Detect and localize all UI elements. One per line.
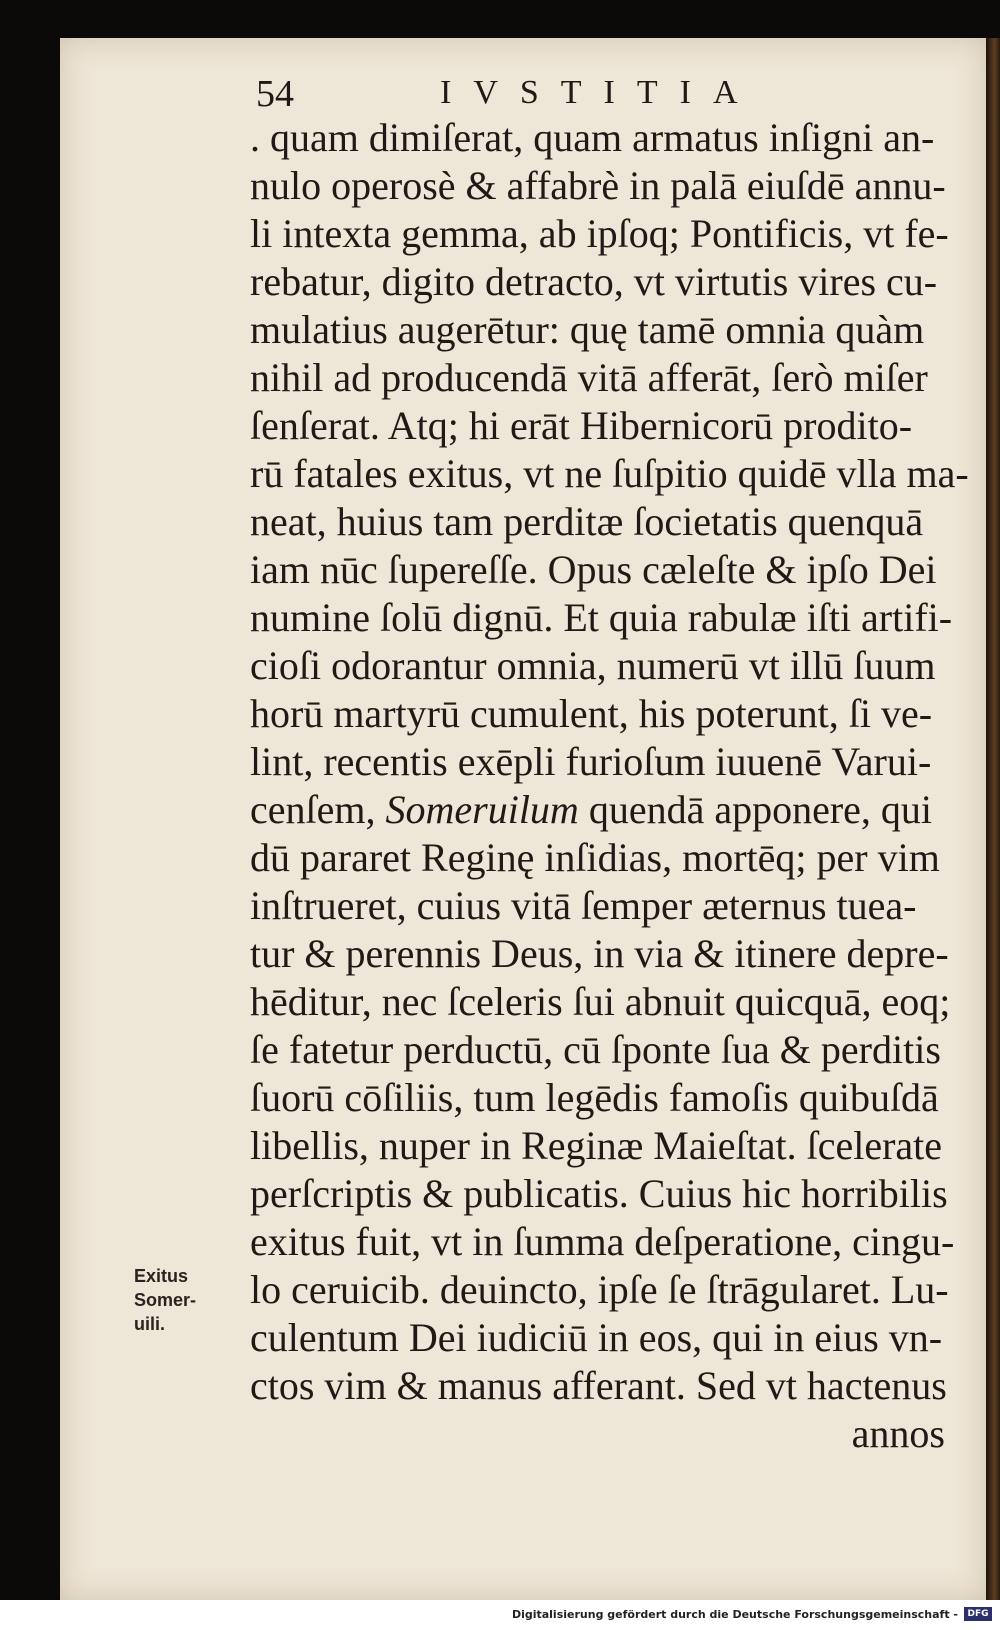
footer-bar — [0, 1600, 1000, 1630]
body-text — [250, 114, 969, 1458]
page-edge — [986, 38, 1000, 1600]
margin-note — [134, 1264, 224, 1336]
margin-note-line: Somer- — [134, 1290, 197, 1310]
text-line: ſuorū cōſiliis, tum legēdis famoſis quibuſdā — [250, 1075, 939, 1120]
text-line: lint, recentis exēpli furioſum iuuenē Varui- — [250, 739, 932, 784]
margin-note-line: Exitus — [134, 1266, 189, 1286]
text-line: cioſi odorantur omnia, numerū vt illū ſuum — [250, 643, 936, 688]
text-line: iam nūc ſupereſſe. Opus cæleſte & ipſo Dei — [250, 547, 937, 592]
text-line: . quam dimiſerat, quam armatus inſigni an- — [250, 115, 935, 160]
page-number: 54 — [256, 73, 294, 115]
text-line: perſcriptis & publicatis. Cuius hic horribilis — [250, 1171, 948, 1216]
text-line: ſe fatetur perductū, cū ſponte ſua & perditis — [250, 1027, 941, 1072]
text-line: horū martyrū cumulent, his poterunt, ſi ve- — [250, 691, 933, 736]
text-line: li intexta gemma, ab ipſoq; Pontificis, vt fe- — [250, 211, 949, 256]
text-line: nulo operosè & affabrè in palā eiuſdē annu- — [250, 163, 946, 208]
text-line: ſenſerat. Atq; hi erāt Hibernicorū prodito- — [250, 403, 913, 448]
text-line: rebatur, digito detracto, vt virtutis vires cu- — [250, 259, 938, 304]
italic-name: Someruilum — [385, 787, 579, 832]
catchword: annos — [851, 1411, 945, 1456]
margin-note-line: uili. — [134, 1314, 165, 1334]
text-line: dū pararet Reginę inſidias, mortēq; per vim — [250, 835, 940, 880]
text-line: hēditur, nec ſceleris ſui abnuit quicquā, eoq; — [250, 979, 951, 1024]
text-line: nihil ad producendā vitā afferāt, ſerò miſer — [250, 355, 928, 400]
text-line: exitus fuit, vt in ſumma deſperatione, cingu- — [250, 1219, 955, 1264]
text-line: rū fatales exitus, vt ne ſuſpitio quidē vlla ma- — [250, 451, 969, 496]
text-line: numine ſolū dignū. Et quia rabulæ iſti artifi- — [250, 595, 953, 640]
page-header — [256, 72, 856, 120]
text-segment: cenſem, — [250, 787, 386, 832]
text-line-with-name — [250, 786, 965, 834]
book-page — [60, 38, 986, 1600]
text-line: inſtrueret, cuius vitā ſemper æternus tuea- — [250, 883, 917, 928]
text-line: ctos vim & manus afferant. Sed vt hactenus — [250, 1363, 947, 1408]
text-line: mulatius augerētur: quę tamē omnia quàm — [250, 307, 925, 352]
text-segment: quendā apponere, qui — [578, 787, 933, 832]
text-line: tur & perennis Deus, in via & itinere depre- — [250, 931, 949, 976]
text-line: culentum Dei iudiciū in eos, qui in eius vn- — [250, 1315, 943, 1360]
dfg-logo: DFG — [964, 1607, 992, 1621]
text-line: libellis, nuper in Reginæ Maieſtat. ſcelerate — [250, 1123, 943, 1168]
text-line: neat, huius tam perditæ ſocietatis quenquā — [250, 499, 924, 544]
footer-credit: Digitalisierung gefördert durch die Deutsche Forschungsgemeinschaft - — [511, 1608, 958, 1621]
running-title: IVSTITIA — [440, 74, 760, 111]
text-line: lo ceruicib. deuincto, ipſe ſe ſtrāgularet. Lu- — [250, 1267, 949, 1312]
